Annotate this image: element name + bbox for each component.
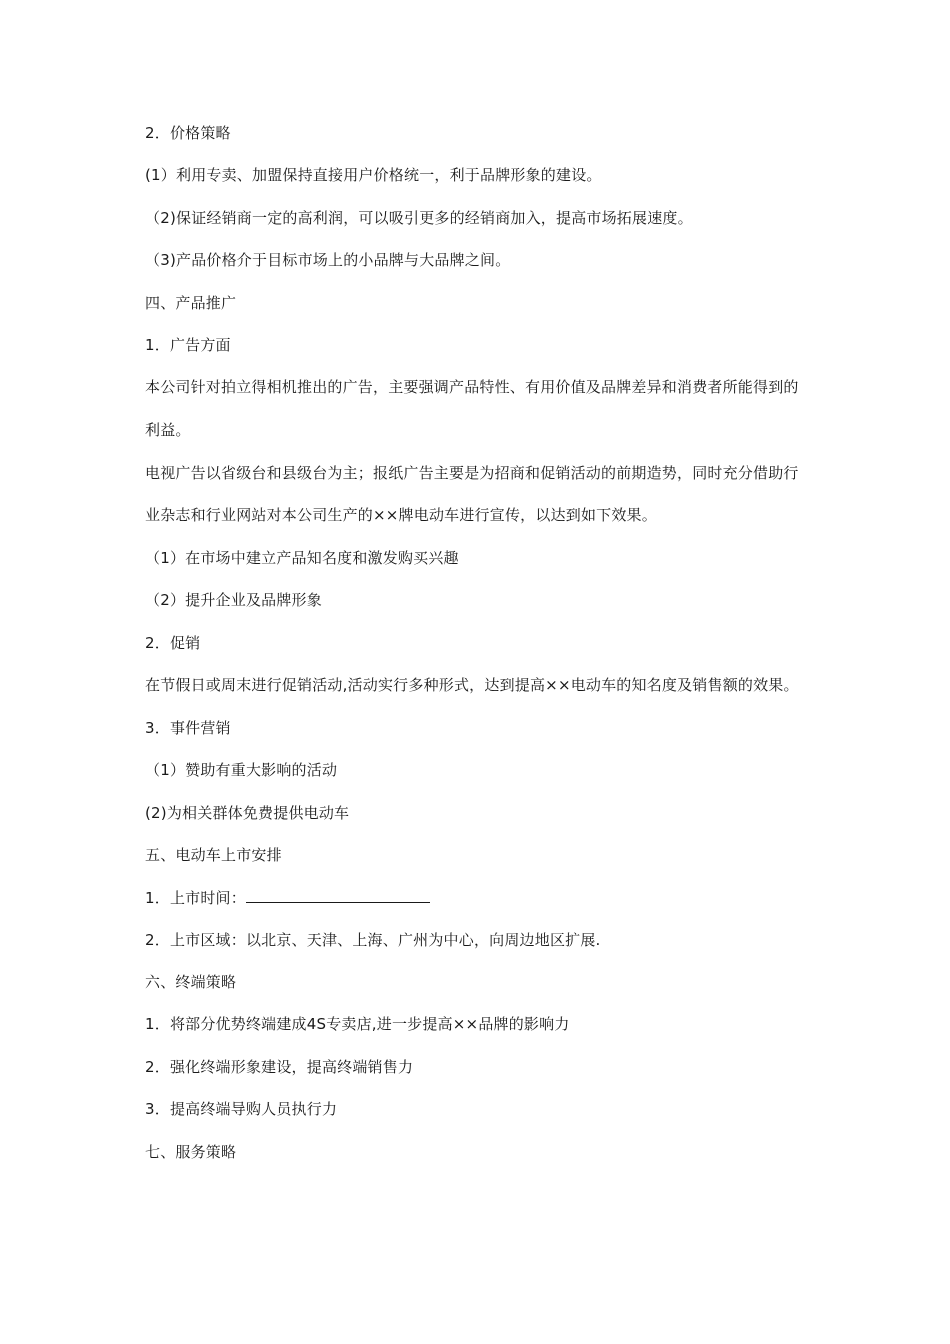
heading-price-strategy: 2．价格策略 xyxy=(145,124,231,142)
heading-service-strategy: 七、服务策略 xyxy=(145,1142,237,1161)
paragraph-holiday-promotion: 在节假日或周末进行促销活动,活动实行多种形式，达到提高××电动车的知名度及销售额的效果。 xyxy=(145,675,799,694)
paragraph-event-2: (2)为相关群体免费提供电动车 xyxy=(145,803,350,822)
paragraph-terminal-1: 1．将部分优势终端建成4S专卖店,进一步提高××品牌的影响力 xyxy=(145,1015,570,1034)
paragraph-price-2: （2)保证经销商一定的高利润，可以吸引更多的经销商加入，提高市场拓展速度。 xyxy=(145,208,693,227)
paragraph-terminal-2: 2．强化终端形象建设，提高终端销售力 xyxy=(145,1057,414,1076)
heading-launch-plan: 五、电动车上市安排 xyxy=(145,845,282,864)
heading-product-promotion: 四、产品推广 xyxy=(145,293,237,312)
paragraph-event-1: （1）赞助有重大影响的活动 xyxy=(145,761,338,780)
paragraph-launch-region: 2．上市区域：以北京、天津、上海、广州为中心，向周边地区扩展. xyxy=(145,930,601,949)
paragraph-terminal-3: 3．提高终端导购人员执行力 xyxy=(145,1100,338,1119)
paragraph-effect-2: （2）提升企业及品牌形象 xyxy=(145,591,322,610)
heading-terminal-strategy: 六、终端策略 xyxy=(145,973,237,992)
paragraph-launch-time xyxy=(145,887,810,907)
paragraph-tv-newspaper: 电视广告以省级台和县级台为主；报纸广告主要是为招商和促销活动的前期造势，同时充分借助行业杂志和行业网站对本公司生产的××牌电动车进行宣传，以达到如下效果。 xyxy=(145,463,799,524)
paragraph-price-3: （3)产品价格介于目标市场上的小品牌与大品牌之间。 xyxy=(145,251,511,270)
heading-event-marketing: 3．事件营销 xyxy=(145,718,231,737)
heading-advertising: 1．广告方面 xyxy=(145,335,231,354)
paragraph-advertising-focus: 本公司针对拍立得相机推出的广告，主要强调产品特性、有用价值及品牌差异和消费者所能得到的利益。 xyxy=(145,378,799,439)
paragraph-price-1: (1）利用专卖、加盟保持直接用户价格统一，利于品牌形象的建设。 xyxy=(145,166,602,185)
paragraph-effect-1: （1）在市场中建立产品知名度和激发购买兴趣 xyxy=(145,548,459,567)
launch-time-label: 1．上市时间： xyxy=(145,889,246,908)
document-page xyxy=(145,123,810,1184)
heading-sales-promotion: 2．促销 xyxy=(145,633,201,652)
launch-time-blank xyxy=(246,887,430,903)
